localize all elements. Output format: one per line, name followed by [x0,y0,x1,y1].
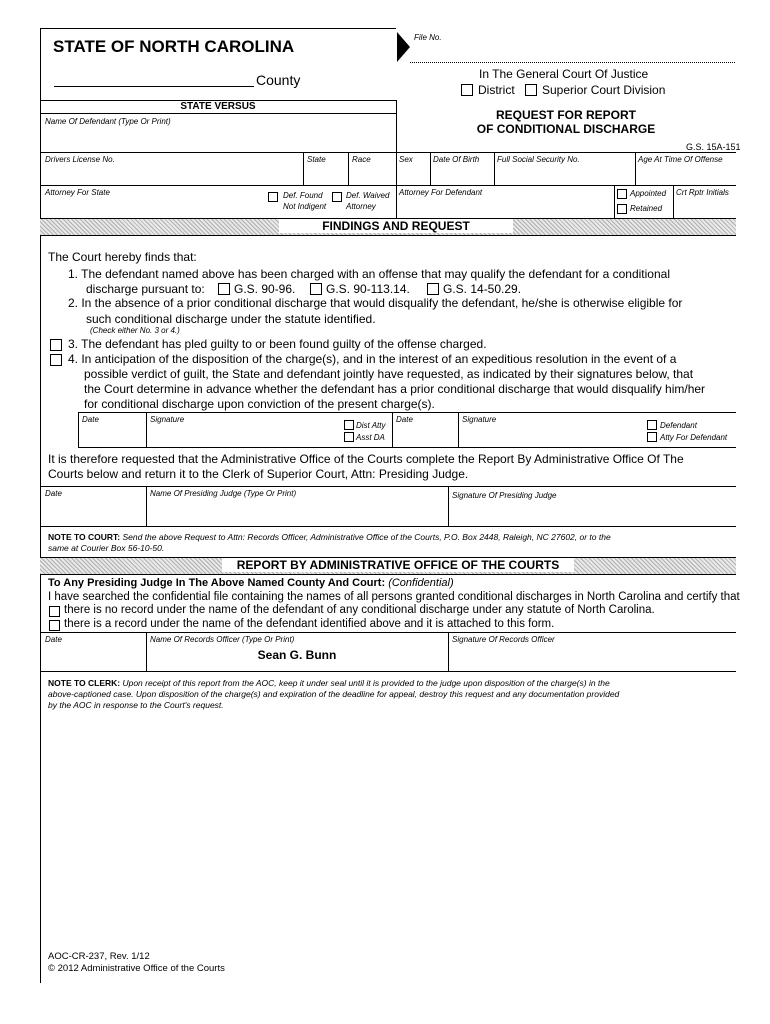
rule-state-versus-bottom [40,113,396,114]
row2-divider [614,185,615,218]
officer-signature-label: Signature Of Records Officer [452,635,555,644]
sigrow1-divider [146,412,147,447]
record-checkbox[interactable] [49,620,60,631]
crt-rptr-label: Crt Rptr Initials [676,188,729,197]
sigrow1-top-rule [78,412,736,413]
findings-title: FINDINGS AND REQUEST [279,219,513,233]
statute-label: G.S. 15A-151 [686,142,741,152]
file-no-line [410,62,735,63]
officer-name: Sean G. Bunn [257,648,337,662]
sigrow3-divider [448,632,449,671]
finding-4-checkbox[interactable] [50,354,62,366]
state-title: STATE OF NORTH CAROLINA [53,37,295,56]
officer-name-label: Name Of Records Officer (Type Or Print) [150,635,295,644]
note-to-court [48,532,611,543]
drivers-license-label: Drivers License No. [45,155,115,164]
race-label: Race [352,155,371,164]
def-found-label: Def. Found [283,191,323,200]
sigrow3-bottom-rule [40,671,736,672]
def-waived-label: Def. Waived [346,191,390,200]
gs-90-96-label: G.S. 90-96. [234,282,296,296]
finding-4-line-c: the Court determine in advance whether the defendant has a prior conditional discharge that would disqualify him/her [84,382,706,396]
def-waived-label-2: Attorney [346,202,376,211]
gs-90-113-label: G.S. 90-113.14. [326,282,410,296]
row1-divider [348,152,349,185]
sigrow3-top-rule [40,632,736,633]
report-line-1: I have searched the confidential file containing the names of all persons granted conditional discharges in North Carolina and certify that [48,591,740,603]
request-title-2: OF CONDITIONAL DISCHARGE [476,122,656,136]
atty-defendant-label: Atty For Defendant [660,433,728,442]
atty-defendant-checkbox[interactable] [647,432,657,442]
finding-2-line-b: such conditional discharge under the statute identified. [86,312,376,326]
note-to-court-label: NOTE TO COURT: [48,532,121,542]
state-label: State [307,155,326,164]
report-heading [48,577,454,589]
row1-divider [494,152,495,185]
therefore-line-2: Courts below and return it to the Clerk of Superior Court, Attn: Presiding Judge. [48,467,469,481]
note-to-clerk-text-1: Upon receipt of this report from the AOC, keep it under seal until it is provided to the judge upon disposition of the charge(s) in the [120,678,610,688]
no-record-text: there is no record under the name of the defendant of any conditional discharge under any statute of North Carolina. [64,604,655,616]
note-to-court-text-2: same at Courier Box 56-10-50. [48,543,165,553]
note-to-clerk-text-2: above-captioned case. Upon disposition of the charge(s) and expiration of the deadline for appeal, destroy this request and any documentation provided [48,689,620,699]
report-title: REPORT BY ADMINISTRATIVE OFFICE OF THE COURTS [222,558,574,572]
gs-14-50-checkbox[interactable] [427,283,439,295]
sigrow2-divider [448,486,449,526]
sig1-date-label: Date [82,415,99,424]
county-label: County [256,72,301,88]
row2-divider [396,185,397,218]
retained-label: Retained [630,204,663,213]
note-to-clerk-label: NOTE TO CLERK: [48,678,121,688]
gs-90-113-checkbox[interactable] [310,283,322,295]
note-to-court-text-1: Send the above Request to Attn: Records Officer, Administrative Office of the Courts, P.O. Box 2448, Raleigh, NC 27602, or to the [120,532,611,542]
attorney-state-label: Attorney For State [45,188,110,197]
row1-bottom-rule [40,185,736,186]
row1-divider [396,152,397,185]
sigrow2-bottom-rule [40,526,736,527]
dist-atty-checkbox[interactable] [344,420,354,430]
judge-signature-label: Signature Of Presiding Judge [452,491,557,500]
sig1-date2-label: Date [396,415,413,424]
appointed-label: Appointed [630,189,667,198]
finding-2-line-a: 2. In the absence of a prior conditional discharge that would disqualify the defendant, he/she is otherwise eligible for [68,296,683,310]
note-to-clerk-text-3: by the AOC in response to the Court's request. [48,700,224,710]
finding-3-checkbox[interactable] [50,339,62,351]
dob-label: Date Of Birth [433,155,480,164]
court-title: In The General Court Of Justice [479,67,649,81]
sig1-signature-label: Signature [150,415,185,424]
sigrow1-divider [392,412,393,447]
sex-label: Sex [399,155,413,164]
report-heading-text: To Any Presiding Judge In The Above Named County And Court: [48,577,386,589]
file-arrow-icon [397,32,410,62]
finding-3-text: 3. The defendant has pled guilty to or been found guilty of the offense charged. [68,337,487,351]
sig3-date-label: Date [45,635,62,644]
sigrow2-top-rule [40,486,736,487]
finding-4-line-d: for conditional discharge upon conviction of the present charge(s). [84,397,435,411]
left-margin-rule [40,28,41,983]
defendant-label: Defendant [660,421,697,430]
finding-1-line-b: discharge pursuant to: [86,282,205,296]
defendant-name-label: Name Of Defendant (Type Or Print) [45,117,171,126]
judge-name-label: Name Of Presiding Judge (Type Or Print) [150,489,297,498]
appointed-checkbox[interactable] [617,189,627,199]
retained-checkbox[interactable] [617,204,627,214]
therefore-line-1: It is therefore requested that the Administrative Office of the Courts complete the Report By Administrative Office Of The [48,452,684,466]
state-versus-label: STATE VERSUS [180,101,256,112]
asst-da-checkbox[interactable] [344,432,354,442]
note-to-clerk [48,678,610,689]
request-title-1: REQUEST FOR REPORT [495,108,636,122]
sig1-signature2-label: Signature [462,415,497,424]
district-label: District [478,83,515,97]
sigrow1-bottom-rule [78,447,736,448]
check-note: (Check either No. 3 or 4.) [90,326,180,335]
county-line[interactable] [54,86,254,87]
gs-90-96-checkbox[interactable] [218,283,230,295]
sigrow1-divider [78,412,79,447]
district-checkbox[interactable] [461,84,473,96]
row1-divider [635,152,636,185]
sig2-date-label: Date [45,489,62,498]
sigrow2-divider [146,486,147,526]
age-label: Age At Time Of Offense [638,155,723,164]
def-found-label-2: Not Indigent [283,202,327,211]
attorney-defendant-label: Attorney For Defendant [399,188,483,197]
row2-divider [673,185,674,218]
asst-da-label: Asst DA [356,433,385,442]
ssn-label: Full Social Security No. [497,155,580,164]
gs-14-50-label: G.S. 14-50.29. [443,282,522,296]
finding-4-line-b: possible verdict of guilt, the State and defendant jointly have requested, as indicated by their signatures below, that [84,367,694,381]
sigrow1-divider [458,412,459,447]
row1-divider [430,152,431,185]
top-rule-left [40,28,396,29]
row1-top-rule [40,152,736,153]
report-heading-conf: (Confidential) [388,577,454,589]
row1-divider [303,152,304,185]
def-waived-checkbox[interactable] [332,192,342,202]
defendant-checkbox[interactable] [647,420,657,430]
def-found-checkbox[interactable] [268,192,278,202]
file-no-label: File No. [414,33,442,42]
record-text: there is a record under the name of the defendant identified above and it is attached to this form. [64,618,555,630]
finding-1-line-a: 1. The defendant named above has been charged with an offense that may qualify the defendant for a conditional [68,267,670,281]
no-record-checkbox[interactable] [49,606,60,617]
finding-4-line-a: 4. In anticipation of the disposition of the charge(s), and in the interest of an expeditious resolution in the event of a [68,352,677,366]
findings-intro: The Court hereby finds that: [48,250,197,264]
form-number: AOC-CR-237, Rev. 1/12 [48,951,150,962]
dist-atty-label: Dist Atty [356,421,386,430]
superior-checkbox[interactable] [525,84,537,96]
copyright: © 2012 Administrative Office of the Courts [48,963,225,974]
superior-label: Superior Court Division [542,83,666,97]
